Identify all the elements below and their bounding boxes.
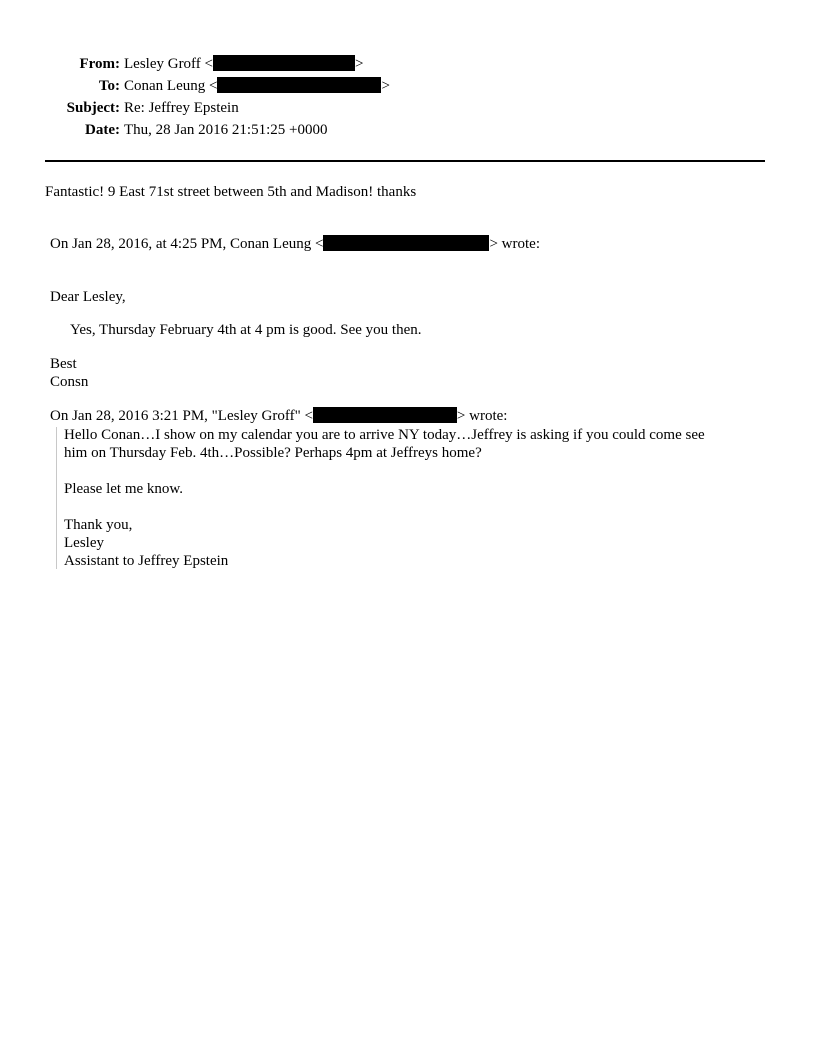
- quote1-intro-after: > wrote:: [489, 236, 540, 252]
- subject-label: Subject:: [66, 100, 120, 116]
- quote1-greeting: Dear Lesley,: [50, 289, 126, 305]
- redaction-bar: [213, 55, 355, 71]
- quote2-intro-before: On Jan 28, 2016 3:21 PM, "Lesley Groff" <: [50, 408, 313, 424]
- quote-border: [56, 427, 57, 569]
- quote2-request: Please let me know.: [64, 481, 183, 497]
- from-label: From:: [79, 56, 120, 72]
- header-divider: [45, 160, 765, 162]
- quote2-intro: [50, 407, 507, 425]
- subject-value: Re: Jeffrey Epstein: [124, 100, 239, 116]
- to-value: [124, 75, 390, 97]
- date-label: Date:: [85, 122, 120, 138]
- from-value: [124, 53, 363, 75]
- from-end: >: [355, 56, 364, 72]
- to-label: To:: [98, 78, 120, 94]
- redaction-bar: [217, 77, 381, 93]
- quote2-line2: him on Thursday Feb. 4th…Possible? Perhaps 4pm at Jeffreys home?: [64, 445, 482, 461]
- redaction-bar: [323, 235, 489, 251]
- quote2-title: Assistant to Jeffrey Epstein: [64, 553, 229, 569]
- quote1-text: Yes, Thursday February 4th at 4 pm is good. See you then.: [70, 322, 422, 338]
- quote1-intro: [50, 235, 540, 253]
- quote2-line1: Hello Conan…I show on my calendar you are to arrive NY today…Jeffrey is asking if you could come see: [64, 427, 705, 443]
- quote2-intro-after: > wrote:: [456, 408, 508, 424]
- quote1-intro-before: On Jan 28, 2016, at 4:25 PM, Conan Leung <: [50, 236, 324, 252]
- to-end: >: [381, 78, 390, 94]
- quote1-name: Consn: [50, 374, 89, 390]
- quote2-thanks: Thank you,: [64, 517, 133, 533]
- quote1-signoff: Best: [50, 356, 77, 372]
- reply-text: Fantastic! 9 East 71st street between 5th and Madison! thanks: [45, 184, 417, 200]
- from-name: Lesley Groff <: [124, 56, 213, 72]
- redaction-bar: [313, 407, 457, 423]
- to-name: Conan Leung <: [124, 78, 218, 94]
- quote2-name: Lesley: [64, 535, 104, 551]
- date-value: Thu, 28 Jan 2016 21:51:25 +0000: [124, 122, 328, 138]
